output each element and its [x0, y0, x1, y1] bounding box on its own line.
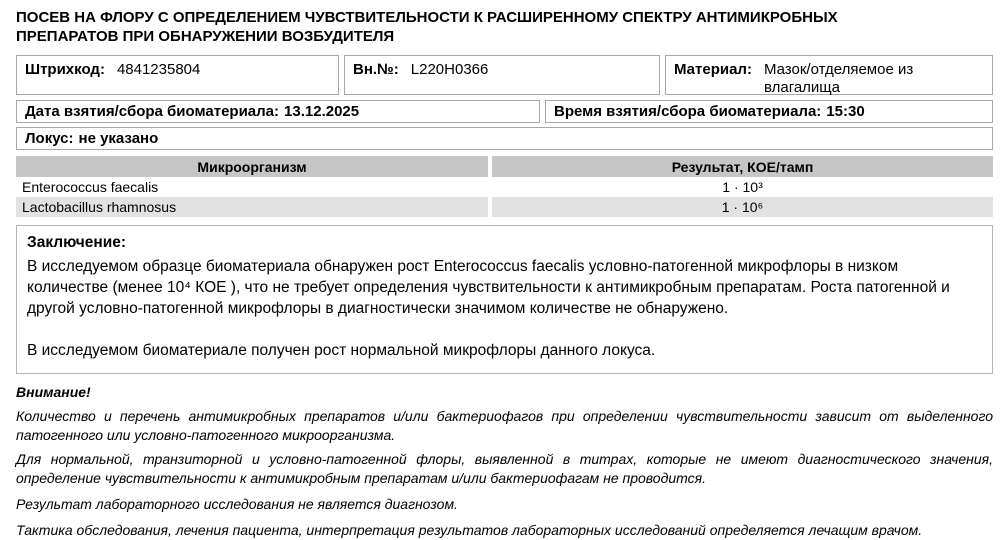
locus-row	[16, 127, 993, 150]
attention-note: Тактика обследования, лечения пациента, интерпретация результатов лабораторных исследований определяется лечащим врачом.	[16, 522, 923, 538]
table-row	[16, 177, 993, 197]
collection-datetime-row	[16, 100, 993, 123]
conclusion-paragraph: В исследуемом образце биоматериала обнаружен рост Enterococcus faecalis условно-патогенной микрофлоры в низком количестве (менее 10⁴ КОЕ ), что не требует определения чувствительности к антимикробным препаратам. Роста патогенной и другой условно-патогенной микрофлоры в диагностически значимом количестве не обнаружено.	[27, 258, 950, 317]
collection-date-value: 13.12.2025	[284, 103, 360, 120]
results-table	[16, 156, 993, 217]
internal-number-label: Вн.№:	[353, 61, 399, 78]
microorganism-cell: Lactobacillus rhamnosus	[22, 199, 177, 215]
field-collection-time	[545, 100, 993, 123]
material-label: Материал:	[674, 61, 752, 78]
column-header-result: Результат, КОЕ/тамп	[488, 156, 993, 177]
result-cell: 1 · 10³	[488, 177, 993, 197]
locus-value: не указано	[78, 130, 159, 147]
attention-note: Количество и перечень антимикробных препаратов и/или бактериофагов при определении чувствительности зависит от выделенного патогенного или условно-патогенного микроорганизма.	[16, 408, 993, 443]
field-locus	[16, 127, 993, 150]
attention-note: Результат лабораторного исследования не является диагнозом.	[16, 496, 458, 512]
result-cell: 1 · 10⁶	[488, 197, 993, 217]
field-collection-date	[16, 100, 540, 123]
collection-time-value: 15:30	[826, 103, 865, 120]
results-table-header-row	[16, 156, 993, 177]
field-material	[665, 55, 993, 95]
collection-time-label: Время взятия/сбора биоматериала:	[554, 103, 822, 120]
attention-section	[16, 383, 993, 540]
table-row	[16, 197, 993, 217]
conclusion-paragraph: В исследуемом биоматериале получен рост нормальной микрофлоры данного локуса.	[27, 342, 656, 359]
collection-date-label: Дата взятия/сбора биоматериала:	[25, 103, 280, 120]
locus-label: Локус:	[25, 130, 74, 147]
attention-note: Для нормальной, транзиторной и условно-патогенной флоры, выявленной в титрах, которые не имеют диагностического значения, определение чувствительности к антимикробным препаратам и/или бактериофагам не проводится.	[16, 451, 993, 486]
material-value: Мазок/отделяемое из влагалища	[763, 61, 914, 96]
page-title: ПОСЕВ НА ФЛОРУ С ОПРЕДЕЛЕНИЕМ ЧУВСТВИТЕЛЬНОСТИ К РАСШИРЕННОМУ СПЕКТРУ АНТИМИКРОБНЫХ ПРЕПАРАТОВ ПРИ ОБНАРУЖЕНИИ ВОЗБУДИТЕЛЯ	[16, 9, 838, 45]
column-header-microorganism: Микроорганизм	[197, 158, 307, 175]
barcode-value: 4841235804	[116, 61, 201, 78]
barcode-label: Штрихкод:	[25, 61, 105, 78]
field-internal-number	[344, 55, 660, 95]
field-barcode	[16, 55, 339, 95]
internal-number-value: L220H0366	[410, 61, 489, 78]
microorganism-cell: Enterococcus faecalis	[22, 179, 159, 195]
conclusion-section	[16, 225, 993, 374]
specimen-info-row	[16, 55, 993, 95]
conclusion-heading: Заключение:	[27, 234, 127, 251]
attention-heading: Внимание!	[16, 384, 91, 400]
